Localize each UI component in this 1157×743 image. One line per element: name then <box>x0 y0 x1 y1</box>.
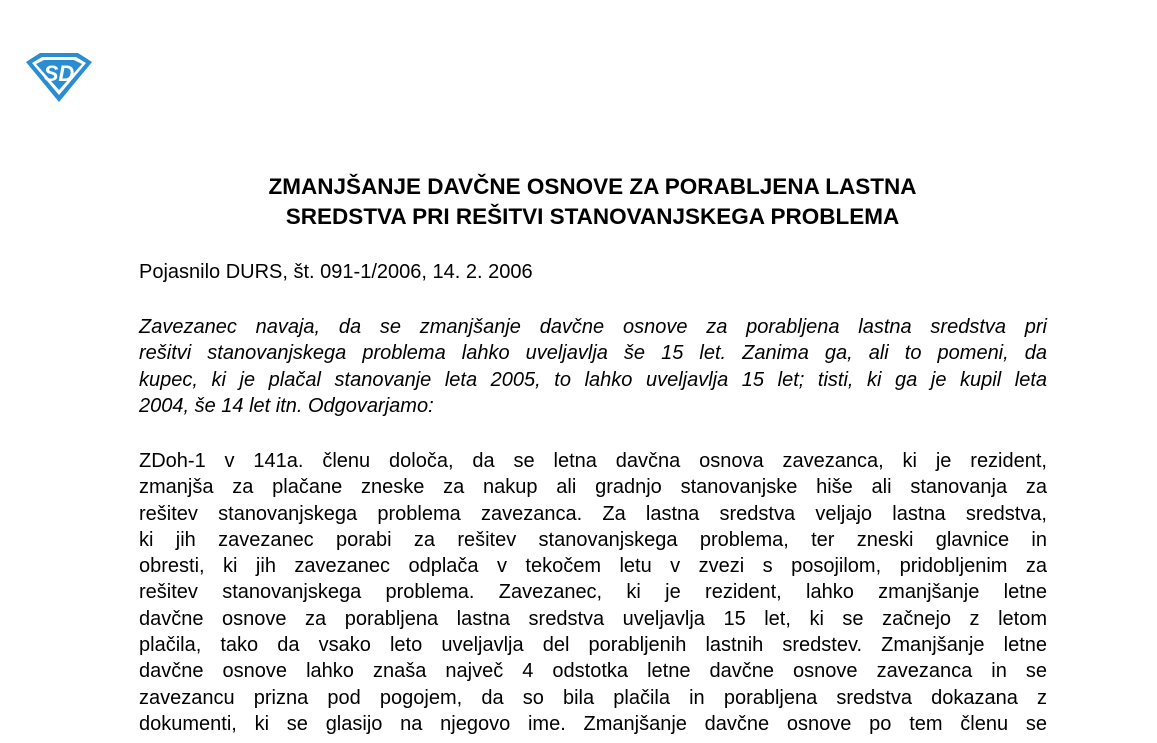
intro-line: 2004, še 14 let itn. Odgovarjamo: <box>139 394 434 417</box>
logo-lettering: SD <box>43 61 75 86</box>
body-line: rešitev stanovanjskega problema. Zavezanec, ki je rezident, lahko zmanjšanje letne <box>139 581 1047 604</box>
title-line-1: ZMANJŠANJE DAVČNE OSNOVE ZA PORABLJENA LASTNA <box>268 174 917 199</box>
body-line: davčne osnove za porabljena lastna sredstva uveljavlja 15 let, ki se začnejo z letom <box>139 607 1047 630</box>
body-paragraph <box>139 448 1047 737</box>
intro-line: kupec, ki je plačal stanovanje leta 2005, to lahko uveljavlja 15 let; tisti, ki ga je kupil leta <box>139 368 1047 391</box>
body-line: davčne osnove lahko znaša največ 4 odstotka letne davčne osnove zavezanca in se <box>139 660 1047 683</box>
document-title <box>0 172 1157 232</box>
body-line: zavezancu prizna pod pogojem, da so bila plačila in porabljena sredstva dokazana z <box>139 686 1047 709</box>
sd-logo <box>22 50 96 104</box>
intro-line: rešitvi stanovanjskega problema lahko uveljavlja še 15 let. Zanima ga, ali to pomeni, da <box>139 342 1047 365</box>
body-line: dokumenti, ki se glasijo na njegovo ime. Zmanjšanje davčne osnove po tem členu se <box>139 712 1047 735</box>
body-line: zmanjša za plačane zneske za nakup ali gradnjo stanovanjske hiše ali stanovanja za <box>139 476 1047 499</box>
body-line: plačila, tako da vsako leto uveljavlja del porabljenih lastnih sredstev. Zmanjšanje letne <box>139 634 1047 657</box>
body-line: ZDoh-1 v 141a. členu določa, da se letna davčna osnova zavezanca, ki je rezident, <box>139 450 1047 472</box>
body-line: rešitev stanovanjskega problema zavezanca. Za lastna sredstva veljajo lastna sredstva, <box>139 502 1047 525</box>
intro-paragraph <box>139 314 1047 419</box>
intro-line: Zavezanec navaja, da se zmanjšanje davčne osnove za porabljena lastna sredstva pri <box>139 316 1047 338</box>
reference-line: Pojasnilo DURS, št. 091-1/2006, 14. 2. 2006 <box>139 261 533 283</box>
body-line: obresti, ki jih zavezanec odplača v tekočem letu v zvezi s posojilom, pridobljenim za <box>139 555 1047 578</box>
body-line: ki jih zavezanec porabi za rešitev stanovanjskega problema, ter zneski glavnice in <box>139 528 1047 551</box>
title-line-2: SREDSTVA PRI REŠITVI STANOVANJSKEGA PROBLEMA <box>285 204 900 229</box>
sd-logo-icon <box>22 50 96 104</box>
